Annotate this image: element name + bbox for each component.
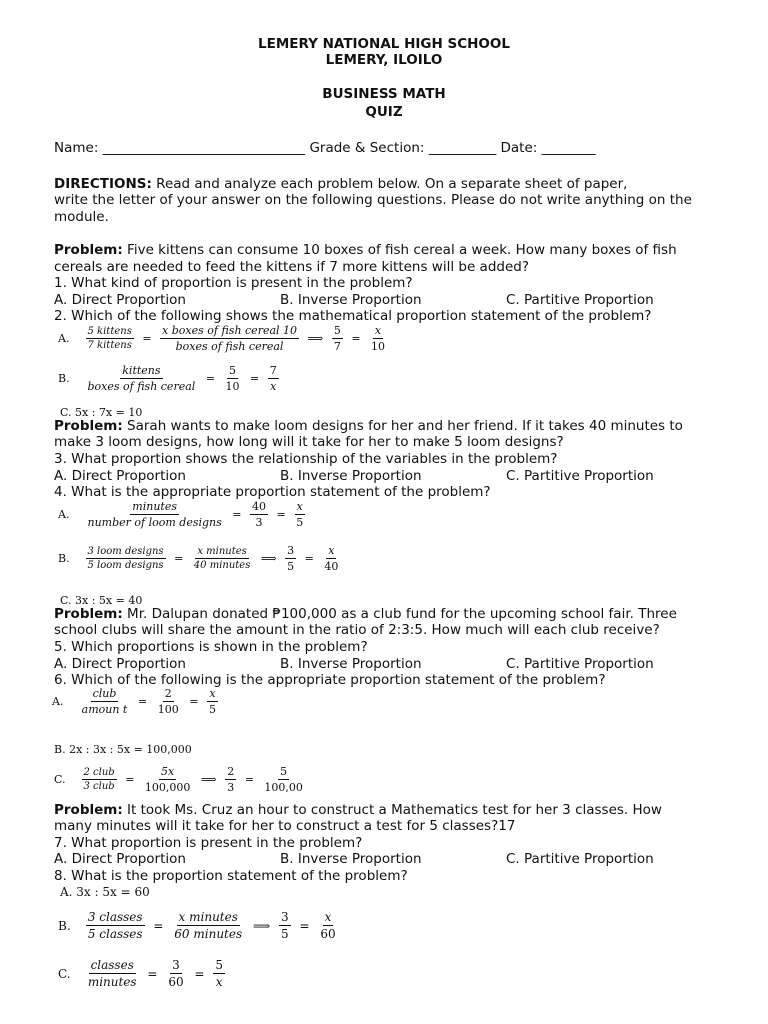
fraction-denominator: 5 [208, 703, 216, 716]
fraction-denominator: 3 [227, 781, 235, 794]
fraction-denominator: 60 [320, 927, 336, 941]
problem-text: It took Ms. Cruz an hour to construct a Mathematics test for her 3 classes. How [122, 802, 662, 818]
q1-choice-a: A. Direct Proportion [54, 292, 186, 308]
q7-choice-c: C. Partitive Proportion [506, 851, 654, 867]
fraction-numerator: x boxes of fish cereal 10 [162, 324, 298, 337]
q2-option-c-equation: C. 5x : 7x = 10 [60, 406, 143, 419]
fraction-denominator: 60 minutes [174, 927, 243, 941]
q7-choice-b: B. Inverse Proportion [280, 851, 422, 867]
fraction-numerator: x [324, 910, 332, 924]
fraction-denominator: 10 [371, 340, 386, 353]
fraction-denominator: number of loom designs [87, 516, 222, 529]
fraction-numerator: x minutes [178, 910, 238, 924]
q3-choice-a: A. Direct Proportion [54, 468, 186, 484]
fraction-denominator: 5 [287, 560, 295, 573]
fraction-denominator: x [270, 380, 277, 393]
problem-label: Problem: [54, 606, 123, 622]
option-label: A. [58, 332, 70, 345]
fraction-numerator: 5 kittens [87, 326, 132, 337]
fraction-numerator: x [209, 687, 216, 700]
q2-option-a-equation: A. $\frac{\text{5 kittens}}{\text{7 kittens}}$ = $\frac{\text{x boxes of fish cereal 10}}{\text{boxes of fish cereal}}$ ⟹ $\frac{5}{7}$ = $\frac{x}{10}$ [58, 324, 386, 353]
fraction-numerator: classes [90, 958, 134, 972]
q6-option-b-equation: B. 2x : 3x : 5x = 100,000 [54, 743, 192, 756]
option-label: A. [52, 695, 64, 708]
question-4: 4. What is the appropriate proportion statement of the problem? [54, 484, 491, 500]
q7-choice-a: A. Direct Proportion [54, 851, 186, 867]
fraction-denominator: 5 [296, 516, 304, 529]
fraction-denominator: 5 [281, 927, 289, 941]
fraction-denominator: 3 [255, 516, 263, 529]
subject-title: BUSINESS MATH [322, 86, 446, 102]
fraction-denominator: 10 [225, 380, 240, 393]
problem-4-line-2: many minutes will it take for her to construct a test for 5 classes?17 [54, 818, 516, 834]
fraction-denominator: 5 classes [87, 927, 143, 941]
question-6: 6. Which of the following is the appropriate proportion statement of the problem? [54, 672, 606, 688]
fraction-denominator: 100,00 [264, 781, 303, 794]
problem-3-line-2: school clubs will share the amount in the ratio of 2:3:5. How much will each club receive? [54, 622, 660, 638]
problem-label: Problem: [54, 242, 123, 258]
q4-option-b-equation: B. $\frac{\text{3 loom designs}}{\text{5 loom designs}}$ = $\frac{\text{x minutes}}{\text{40 minutes}}$ ⟹ $\frac{3}{5}$ = $\frac{x}{40}$ [58, 544, 339, 573]
problem-2-line-1 [54, 418, 683, 435]
q6-option-a-equation: A. $\frac{\text{club}}{\text{amoun t}}$ = $\frac{2}{100}$ = $\frac{x}{5}$ [52, 687, 216, 716]
q3-choice-c: C. Partitive Proportion [506, 468, 654, 484]
question-1: 1. What kind of proportion is present in the problem? [54, 275, 413, 291]
fraction-numerator: 7 [269, 364, 277, 377]
q8-option-b-equation: B. $\frac{\text{3 classes}}{\text{5 classes}}$ = $\frac{\text{x minutes}}{\text{60 minutes}}$ ⟹ $\frac{3}{5}$ = $\frac{x}{60}$ [58, 910, 336, 941]
q5-choice-a: A. Direct Proportion [54, 656, 186, 672]
fraction-numerator: 2 club [83, 767, 115, 778]
fraction-denominator: 100 [157, 703, 179, 716]
fraction-numerator: 3 [287, 544, 295, 557]
problem-3-line-1 [54, 606, 677, 623]
q3-choice-b: B. Inverse Proportion [280, 468, 422, 484]
problem-1-line-1 [54, 242, 677, 259]
q4-option-a-equation: A. $\frac{\text{minutes}}{\text{number of loom designs}}$ = $\frac{40}{3}$ = $\frac{x}{5}$ [58, 500, 304, 529]
question-3: 3. What proportion shows the relationship of the variables in the problem? [54, 451, 558, 467]
option-label: C. [54, 773, 66, 786]
directions-line-2: write the letter of your answer on the following questions. Please do not write anything on the [54, 192, 692, 208]
fraction-denominator: amoun t [81, 703, 128, 716]
question-7: 7. What proportion is present in the problem? [54, 835, 363, 851]
q5-choice-b: B. Inverse Proportion [280, 656, 422, 672]
fraction-denominator: 3 club [83, 781, 115, 792]
problem-label: Problem: [54, 802, 123, 818]
option-label: B. [58, 552, 70, 565]
q8-option-a-equation: A. 3x : 5x = 60 [60, 885, 150, 899]
school-name: LEMERY NATIONAL HIGH SCHOOL [258, 36, 510, 52]
fraction-numerator: club [92, 687, 117, 700]
q4-option-c-equation: C. 3x : 5x = 40 [60, 594, 143, 607]
fraction-denominator: boxes of fish cereal [175, 340, 284, 353]
problem-1-line-2: cereals are needed to feed the kittens if 7 more kittens will be added? [54, 259, 529, 275]
option-label: B. [58, 372, 70, 385]
fraction-numerator: 5 [229, 364, 237, 377]
fraction-numerator: 5 [333, 324, 341, 337]
q2-option-b-equation: B. $\frac{\text{kittens}}{\text{boxes of fish cereal}}$ = $\frac{5}{10}$ = $\frac{7}{x}$ [58, 364, 277, 393]
fraction-numerator: x [374, 324, 382, 337]
q1-choice-c: C. Partitive Proportion [506, 292, 654, 308]
fraction-numerator: x [328, 544, 335, 557]
fraction-numerator: 5 [280, 765, 288, 778]
fraction-numerator: x minutes [197, 546, 247, 557]
fraction-numerator: 40 [252, 500, 266, 513]
directions-line-3: module. [54, 209, 109, 225]
fraction-numerator: 2 [227, 765, 235, 778]
fraction-numerator: x [296, 500, 303, 513]
q1-choice-b: B. Inverse Proportion [280, 292, 422, 308]
problem-text: Mr. Dalupan donated ₱100,000 as a club fund for the upcoming school fair. Three [122, 606, 677, 622]
question-5: 5. Which proportions is shown in the problem? [54, 639, 368, 655]
q8-option-c-equation: C. $\frac{\text{classes}}{\text{minutes}}$ = $\frac{3}{60}$ = $\frac{5}{x}$ [58, 958, 223, 989]
fraction-denominator: 60 [168, 975, 184, 989]
fraction-denominator: 100,000 [144, 781, 191, 794]
fraction-numerator: 5x [161, 765, 175, 778]
problem-2-line-2: make 3 loom designs, how long will it take for her to make 5 loom designs? [54, 434, 564, 450]
problem-text: Sarah wants to make loom designs for her and her friend. If it takes 40 minutes to [122, 418, 683, 434]
fraction-denominator: boxes of fish cereal [87, 380, 196, 393]
fraction-numerator: 3 loom designs [87, 546, 164, 557]
question-2: 2. Which of the following shows the mathematical proportion statement of the problem? [54, 308, 652, 324]
fraction-denominator: 5 loom designs [87, 560, 164, 571]
q5-choice-c: C. Partitive Proportion [506, 656, 654, 672]
fraction-denominator: minutes [87, 975, 137, 989]
fraction-denominator: x [215, 975, 223, 989]
quiz-title: QUIZ [365, 104, 403, 120]
question-8: 8. What is the proportion statement of the problem? [54, 868, 408, 884]
option-label: B. [58, 918, 71, 933]
fraction-numerator: kittens [122, 364, 161, 377]
option-label: C. [58, 966, 71, 981]
fraction-numerator: minutes [132, 500, 177, 513]
fraction-denominator: 40 [324, 560, 339, 573]
school-location: LEMERY, ILOILO [325, 52, 443, 68]
directions-text: Read and analyze each problem below. On a separate sheet of paper, [151, 176, 628, 192]
fraction-denominator: 7 kittens [87, 340, 132, 351]
q6-option-c-equation: C. $\frac{\text{2 club}}{\text{3 club}}$ = $\frac{5x}{100,000}$ ⟹ $\frac{2}{3}$ = $\frac{5}{100,00}$ [54, 765, 303, 794]
fraction-numerator: 3 classes [87, 910, 143, 924]
fraction-denominator: 7 [333, 340, 341, 353]
fraction-denominator: 40 minutes [193, 560, 251, 571]
fraction-numerator: 5 [215, 958, 223, 972]
problem-text: Five kittens can consume 10 boxes of fish cereal a week. How many boxes of fish [122, 242, 677, 258]
option-label: A. [58, 508, 70, 521]
fraction-numerator: 2 [164, 687, 172, 700]
problem-label: Problem: [54, 418, 123, 434]
problem-4-line-1 [54, 802, 662, 819]
directions-label: DIRECTIONS: [54, 176, 152, 192]
student-info-fields: Name: ______________________________ Grade & Section: __________ Date: ________ [54, 140, 596, 156]
fraction-numerator: 3 [172, 958, 180, 972]
fraction-numerator: 3 [281, 910, 289, 924]
directions-line-1 [54, 176, 627, 193]
